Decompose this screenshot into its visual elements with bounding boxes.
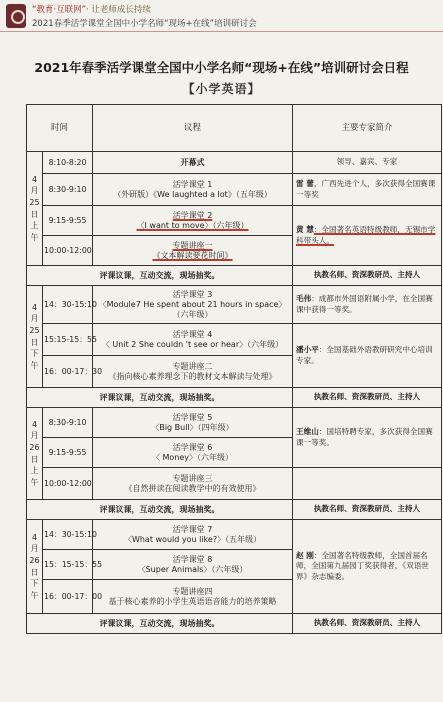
table-row — [27, 286, 442, 324]
review-cell: 评课议课，互动交流，现场抽奖。 — [27, 388, 293, 408]
expert-cell — [293, 286, 442, 324]
expert-cell — [293, 324, 442, 388]
period-cell: 4 月 26 日 下 午 — [27, 520, 43, 614]
expert-cell — [293, 206, 442, 266]
expert-cell: 执教名师、资深教研员、主持人 — [293, 388, 442, 408]
expert-cell — [293, 520, 442, 614]
session-name: 活学课堂 5 — [172, 412, 213, 422]
session-name: 活学课堂 6 — [172, 442, 213, 452]
session-topic: 〈 Money〉（六年级） — [151, 452, 234, 462]
slogan-highlight: “教育·互联网” — [32, 5, 87, 15]
slogan-tail: · 让老师成长持续 — [86, 5, 151, 15]
document-header — [0, 0, 443, 34]
agenda-cell — [93, 438, 293, 468]
time-cell: 10:00-12:00 — [43, 468, 93, 500]
expert-name: 潘小平 — [296, 345, 319, 355]
session-name: 活学课堂 3 — [172, 289, 213, 299]
table-row — [27, 324, 442, 356]
review-cell: 评课议课，互动交流，现场抽奖。 — [27, 614, 293, 634]
time-cell: 16：00-17：30 — [43, 356, 93, 388]
table-row — [27, 152, 442, 174]
lecture-name: 专题讲座四 — [172, 586, 213, 596]
time-cell: 8:30-9:10 — [43, 408, 93, 438]
time-cell: 8:10-8:20 — [43, 152, 93, 174]
agenda-cell — [93, 174, 293, 206]
agenda-cell — [93, 550, 293, 580]
expert-bio: ：全国著名特级教师，全国首届名师，全国第九届园丁奖获得者，《双语世界》杂志编委。 — [296, 551, 429, 581]
expert-cell: 领导、嘉宾、专家 — [293, 152, 442, 174]
header-slogan — [32, 3, 151, 15]
expert-name: 黄 慧 — [296, 225, 314, 235]
session-topic: 〈Super Animals〉（六年级） — [137, 564, 248, 574]
session-name: 活学课堂 8 — [172, 554, 213, 564]
session-name: 活学课堂 1 — [172, 179, 213, 189]
header-subhead: 2021春季活学课堂全国中小学名师“现场+在线”培训研讨会 — [32, 19, 257, 29]
page-title: 2021年春季活学课堂全国中小学名师“现场+在线”培训研讨会日程 — [34, 60, 409, 75]
time-cell: 9:15-9:55 — [43, 206, 93, 236]
session-topic: 〈Module7 He spent about 21 hours in space〉（六年级） — [98, 299, 287, 319]
column-header-time: 时间 — [27, 105, 93, 152]
expert-name: 赵 刚 — [296, 551, 314, 561]
table-row — [27, 266, 442, 286]
table-row — [27, 174, 442, 206]
agenda-cell — [93, 356, 293, 388]
session-topic: 〈What would you like?〉（五年级） — [123, 534, 262, 544]
time-cell: 14：30-15:10 — [43, 520, 93, 550]
expert-cell: 执教名师、资深教研员、主持人 — [293, 614, 442, 634]
lecture-topic: 《自然拼读在阅读教学中的有效使用》 — [124, 483, 261, 493]
agenda-cell — [93, 580, 293, 614]
lecture-topic: 《文本解读要花时间》 — [152, 250, 233, 260]
review-cell: 评课议课，互动交流，现场抽奖。 — [27, 500, 293, 520]
agenda-cell — [93, 408, 293, 438]
expert-cell — [293, 408, 442, 468]
session-name: 活学课堂 2 — [172, 210, 213, 220]
lecture-name: 专题讲座一 — [172, 240, 213, 250]
expert-name: 毛伟 — [296, 294, 312, 304]
period-cell: 4 月 25 日 上 午 — [27, 152, 43, 266]
time-cell: 14：30-15:10 — [43, 286, 93, 324]
expert-bio: ：国培特聘专家，多次获得全国赛课一等奖。 — [296, 427, 433, 447]
session-name: 活学课堂 7 — [172, 524, 213, 534]
time-cell: 10:00-12:00 — [43, 236, 93, 266]
time-cell: 16：00-17：00 — [43, 580, 93, 614]
expert-cell — [293, 468, 442, 500]
expert-bio: ，广西先进个人，多次获得全国赛课一等奖 — [296, 179, 436, 199]
lecture-topic: 基于核心素养的小学生英语语音能力的培养策略 — [108, 596, 277, 606]
brand-logo — [6, 4, 26, 28]
agenda-cell — [93, 236, 293, 266]
expert-cell: 执教名师、资深教研员、主持人 — [293, 500, 442, 520]
session-topic: 〈Big Bull〉（四年级） — [151, 422, 234, 432]
expert-name: 王维山 — [296, 427, 319, 437]
time-cell: 8:30-9:10 — [43, 174, 93, 206]
agenda-cell: 开幕式 — [93, 152, 293, 174]
session-topic: （外研版）《We laughted a lot》（五年级） — [113, 189, 272, 199]
table-row — [27, 388, 442, 408]
expert-cell: 执教名师、资深教研员、主持人 — [293, 266, 442, 286]
table-row — [27, 500, 442, 520]
expert-name: 雷 蕾 — [296, 179, 314, 189]
session-topic: 〈I want to move〉（六年级） — [136, 220, 249, 230]
agenda-cell — [93, 324, 293, 356]
expert-bio: ：成都市外国语附属小学，在全国赛课中获得一等奖。 — [296, 294, 433, 314]
page-subtitle: 【小学英语】 — [182, 82, 261, 96]
lecture-name: 专题讲座二 — [172, 361, 213, 371]
expert-bio: ：全国基础外语教研研究中心培训专家。 — [296, 345, 433, 365]
lecture-name: 专题讲座三 — [172, 473, 213, 483]
table-row — [27, 206, 442, 236]
time-cell: 15:15-15：55 — [43, 324, 93, 356]
table-row — [27, 468, 442, 500]
period-cell: 4 月 25 日 下 午 — [27, 286, 43, 388]
period-cell: 4 月 26 日 上 午 — [27, 408, 43, 500]
agenda-cell — [93, 286, 293, 324]
agenda-cell — [93, 468, 293, 500]
table-row — [27, 408, 442, 438]
header-divider — [0, 31, 443, 32]
table-row — [27, 520, 442, 550]
time-cell: 15：15-15：55 — [43, 550, 93, 580]
table-row — [27, 614, 442, 634]
lecture-topic: 《指向核心素养理念下的教材文本解读与处理》 — [108, 371, 277, 381]
agenda-cell — [93, 206, 293, 236]
time-cell: 9:15-9:55 — [43, 438, 93, 468]
session-topic: 〈 Unit 2 She couldn 't see or hear〉（六年级） — [101, 339, 284, 349]
agenda-table — [26, 104, 442, 634]
column-header-agenda: 议程 — [93, 105, 293, 152]
session-name: 活学课堂 4 — [172, 329, 213, 339]
expert-cell — [293, 174, 442, 206]
column-header-experts: 主要专家简介 — [293, 105, 442, 152]
expert-bio: ：全国著名英语特级教师，无锡市学科带头人。 — [296, 225, 436, 245]
agenda-cell — [93, 520, 293, 550]
review-cell: 评课议课，互动交流，现场抽奖。 — [27, 266, 293, 286]
table-header-row — [27, 105, 442, 152]
